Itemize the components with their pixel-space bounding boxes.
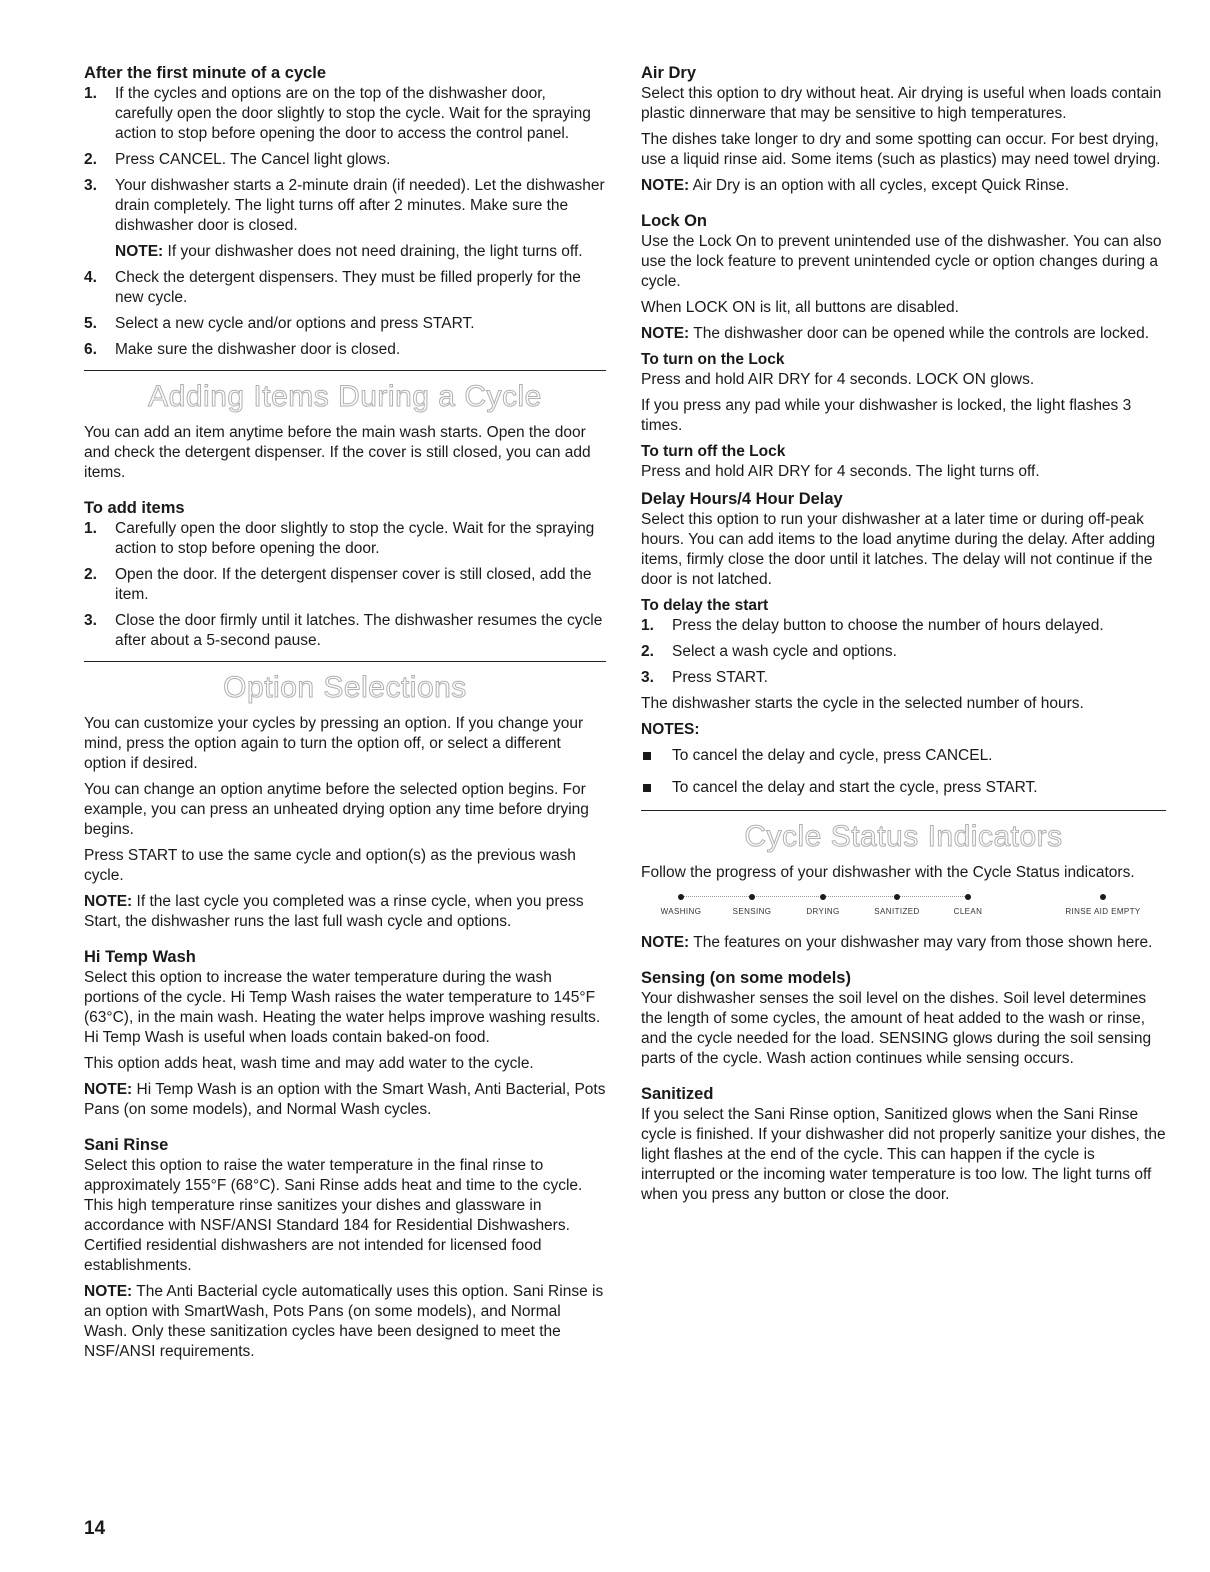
sensing-heading: Sensing (on some models) xyxy=(641,969,851,987)
list-item: 1. If the cycles and options are on the top of the dishwasher door, carefully open the door slightly to stop the cycle. Wait for the spraying action to stop before opening the door to access the control panel. xyxy=(84,85,591,142)
delay-p2: The dishwasher starts the cycle in the selected number of hours. xyxy=(641,695,1084,712)
option-selections-p2: You can change an option anytime before the selected option begins. For example, you can press an unheated drying option any time before drying begins. xyxy=(84,781,589,838)
turn-on-lock-p1: Press and hold AIR DRY for 4 seconds. LOCK ON glows. xyxy=(641,371,1035,388)
indicator-light-sanitized xyxy=(894,894,900,900)
list-item: 6. Make sure the dishwasher door is closed. xyxy=(84,341,401,358)
list-item: 4. Check the detergent dispensers. They must be filled properly for the new cycle. xyxy=(84,269,581,306)
turn-off-lock-p1: Press and hold AIR DRY for 4 seconds. The light turns off. xyxy=(641,463,1040,480)
option-selections-note: NOTE: If the last cycle you completed was a rinse cycle, when you press Start, the dishwasher runs the last full wash cycle and options. xyxy=(84,893,584,930)
notes-heading: NOTES: xyxy=(641,721,700,738)
indicator-light-washing xyxy=(678,894,684,900)
sani-rinse-p1: Select this option to raise the water temperature in the final rinse to approximately 155°F (68°C). Sani Rinse adds heat and time to the cycle. This high temperature rinse sanitizes your dishes and glassware in accordance with NSF/ANSI Standard 184 for Residential Dishwashers. Certified residential dishwashers are not intended for licensed food establishments. xyxy=(84,1157,583,1274)
list-item: 1. Carefully open the door slightly to stop the cycle. Wait for the spraying action to stop before opening the door. xyxy=(84,520,595,557)
turn-on-lock-heading: To turn on the Lock xyxy=(641,351,785,368)
adding-items-intro: You can add an item anytime before the main wash starts. Open the door and check the detergent dispenser. If the cover is still closed, you can add items. xyxy=(84,424,591,481)
sanitized-heading: Sanitized xyxy=(641,1085,714,1103)
delay-heading: Delay Hours/4 Hour Delay xyxy=(641,490,843,508)
bullet-square-icon xyxy=(643,752,651,760)
list-item: 5. Select a new cycle and/or options and press START. xyxy=(84,315,475,332)
cycle-status-intro: Follow the progress of your dishwasher with the Cycle Status indicators. xyxy=(641,864,1135,881)
cycle-status-note: NOTE: The features on your dishwasher may vary from those shown here. xyxy=(641,934,1153,951)
air-dry-note: NOTE: Air Dry is an option with all cycles, except Quick Rinse. xyxy=(641,177,1070,194)
list-item: 2. Press CANCEL. The Cancel light glows. xyxy=(84,151,391,168)
hi-temp-wash-heading: Hi Temp Wash xyxy=(84,948,196,966)
section-divider xyxy=(641,810,1166,811)
indicator-light-drying xyxy=(820,894,826,900)
after-first-minute-heading: After the first minute of a cycle xyxy=(84,64,327,82)
sensing-p1: Your dishwasher senses the soil level on the dishes. Soil level determines the length of some cycles, the amount of heat added to the wash or rinse, and the cycle needed for the load. SENSING glows during the soil sensing parts of the cycle. Wash action continues while sensing occurs. xyxy=(641,990,1152,1067)
delay-start-heading: To delay the start xyxy=(641,597,769,614)
option-selections-p1: You can customize your cycles by pressing an option. If you change your mind, press the option again to turn the option off, or select a different option if desired. xyxy=(84,715,584,772)
lock-on-note: NOTE: The dishwasher door can be opened while the controls are locked. xyxy=(641,325,1150,342)
turn-off-lock-heading: To turn off the Lock xyxy=(641,443,786,460)
hi-temp-wash-note: NOTE: Hi Temp Wash is an option with the Smart Wash, Anti Bacterial, Pots Pans (on some models), and Normal Wash cycles. xyxy=(84,1081,606,1118)
indicator-label: CLEAN xyxy=(953,907,983,916)
option-selections-p3: Press START to use the same cycle and option(s) as the previous wash cycle. xyxy=(84,847,576,884)
list-item: To cancel the delay and cycle, press CANCEL. xyxy=(641,746,1166,766)
list-item: 1. Press the delay button to choose the number of hours delayed. xyxy=(641,617,1104,634)
turn-on-lock-p2: If you press any pad while your dishwasher is locked, the light flashes 3 times. xyxy=(641,397,1132,434)
hi-temp-wash-p2: This option adds heat, wash time and may add water to the cycle. xyxy=(84,1055,534,1072)
sani-rinse-note: NOTE: The Anti Bacterial cycle automatically uses this option. Sani Rinse is an option with SmartWash, Pots Pans (on some models), and Normal Wash. Only these sanitization cycles have been designed to meet the NSF/ANSI requirements. xyxy=(84,1283,604,1360)
bullet-square-icon xyxy=(643,784,651,792)
page-number: 14 xyxy=(84,1518,106,1539)
lock-on-heading: Lock On xyxy=(641,212,708,230)
list-item: 3. Close the door firmly until it latches. The dishwasher resumes the cycle after about a 5-second pause. xyxy=(84,612,603,649)
note: NOTE: If your dishwasher does not need draining, the light turns off. xyxy=(115,243,583,260)
delay-notes xyxy=(641,746,1166,798)
status-connector-line xyxy=(681,896,971,897)
sani-rinse-heading: Sani Rinse xyxy=(84,1136,169,1154)
cycle-status-indicator-strip xyxy=(641,891,1166,921)
indicator-label: SENSING xyxy=(732,907,772,916)
list-item: To cancel the delay and start the cycle, press START. xyxy=(641,778,1166,798)
delay-p1: Select this option to run your dishwasher at a later time or during off-peak hours. You can add items to the load anytime during the delay. After adding items, firmly close the door until it latches. The delay will not continue if the door is not latched. xyxy=(641,511,1156,588)
adding-items-title: Adding Items During a Cycle xyxy=(148,380,542,413)
lock-on-p1: Use the Lock On to prevent unintended use of the dishwasher. You can also use the lock feature to prevent unintended cycle or option changes during a cycle. xyxy=(641,233,1162,290)
list-item: 2. Select a wash cycle and options. xyxy=(641,643,897,660)
option-selections-title: Option Selections xyxy=(223,671,467,704)
list-item: 3. Press START. xyxy=(641,669,768,686)
indicator-light-sensing xyxy=(749,894,755,900)
indicator-label: WASHING xyxy=(660,907,702,916)
air-dry-p1: Select this option to dry without heat. Air drying is useful when loads contain plastic dinnerware that may be sensitive to high temperatures. xyxy=(641,85,1162,122)
add-items-steps xyxy=(84,519,606,651)
indicator-label: SANITIZED xyxy=(874,907,920,916)
air-dry-heading: Air Dry xyxy=(641,64,697,82)
hi-temp-wash-p1: Select this option to increase the water temperature during the wash portions of the cycle. Hi Temp Wash raises the water temperature to 145°F (63°C), in the main wash. Heating the water helps improve washing results. Hi Temp Wash is useful when loads contain baked-on food. xyxy=(84,969,601,1046)
after-first-minute-steps xyxy=(84,84,606,360)
delay-steps xyxy=(641,616,1166,688)
indicator-label: DRYING xyxy=(806,907,840,916)
section-divider xyxy=(84,370,606,371)
air-dry-p2: The dishes take longer to dry and some spotting can occur. For best drying, use a liquid rinse aid. Some items (such as plastics) may need towel drying. xyxy=(641,131,1161,168)
right-column xyxy=(641,62,1166,1211)
to-add-items-heading: To add items xyxy=(84,499,185,517)
section-divider xyxy=(84,661,606,662)
indicator-light-clean xyxy=(965,894,971,900)
sanitized-p1: If you select the Sani Rinse option, Sanitized glows when the Sani Rinse cycle is finished. If your dishwasher did not properly sanitize your dishes, the light flashes at the end of the cycle. This can happen if the cycle is interrupted or the incoming water temperature is too low. The light turns off when you press any button or close the door. xyxy=(641,1106,1166,1203)
indicator-light-rinse-aid-empty xyxy=(1100,894,1106,900)
list-item: 2. Open the door. If the detergent dispenser cover is still closed, add the item. xyxy=(84,566,592,603)
lock-on-p2: When LOCK ON is lit, all buttons are disabled. xyxy=(641,299,959,316)
left-column xyxy=(84,62,606,1368)
indicator-label: RINSE AID EMPTY xyxy=(1065,907,1141,916)
list-item: 3. Your dishwasher starts a 2-minute drain (if needed). Let the dishwasher drain completely. The light turns off after 2 minutes. Make sure the dishwasher door is closed. NOTE: If your dishwasher does not need draining, the light turns off. xyxy=(84,177,605,260)
cycle-status-title: Cycle Status Indicators xyxy=(744,820,1063,853)
